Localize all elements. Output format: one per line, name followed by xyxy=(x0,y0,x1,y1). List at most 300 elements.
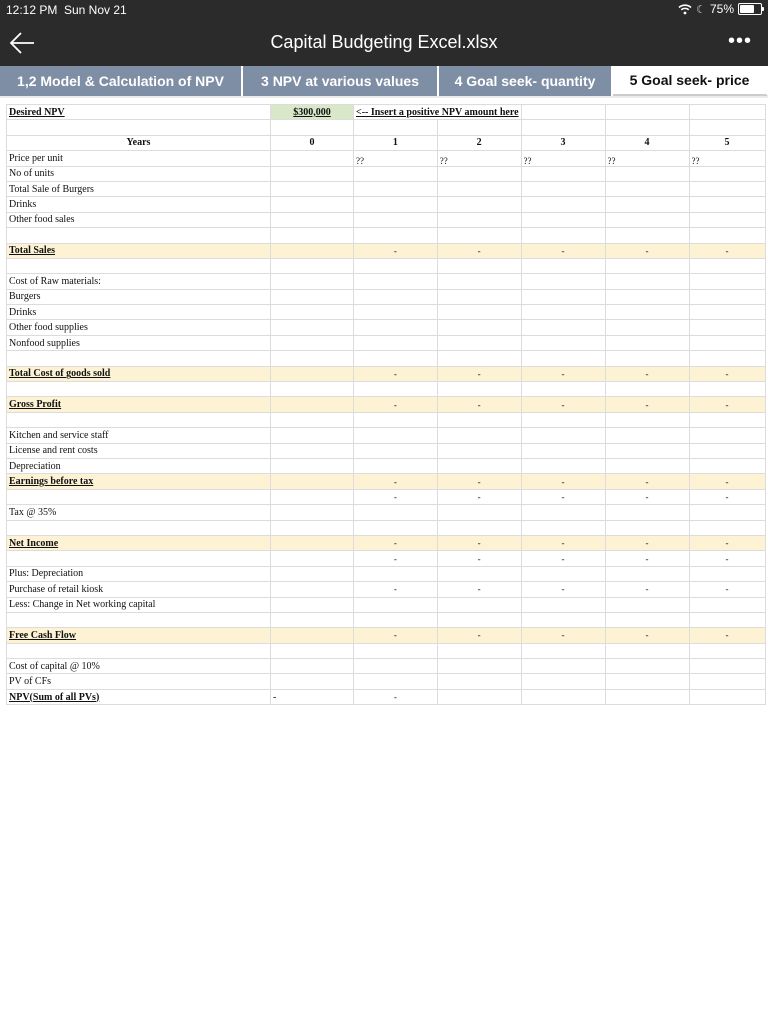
cell[interactable] xyxy=(271,151,354,166)
cell[interactable] xyxy=(689,520,765,535)
cell[interactable] xyxy=(521,412,605,427)
cell[interactable] xyxy=(354,305,438,320)
tab-npv-various-values[interactable]: 3 NPV at various values xyxy=(243,66,439,96)
year-header-3[interactable]: 3 xyxy=(521,135,605,150)
wifi-icon xyxy=(678,3,692,15)
value-cell-y2[interactable]: - xyxy=(437,551,521,566)
value-cell-y5[interactable]: - xyxy=(689,551,765,566)
cell[interactable] xyxy=(689,566,765,581)
value-cell-y3[interactable]: - xyxy=(521,582,605,597)
sheet-tabs xyxy=(0,66,768,98)
value-cell-y2[interactable]: - xyxy=(437,397,521,412)
cell[interactable] xyxy=(437,458,521,473)
cell[interactable] xyxy=(689,105,765,120)
value-cell-y2[interactable]: - xyxy=(437,582,521,597)
cell[interactable] xyxy=(7,489,271,504)
cell[interactable] xyxy=(689,335,765,350)
cell[interactable] xyxy=(605,305,689,320)
cell[interactable] xyxy=(7,258,271,273)
cell[interactable] xyxy=(271,535,354,550)
value-cell-y4[interactable]: - xyxy=(605,551,689,566)
value-cell-y4[interactable]: - xyxy=(605,366,689,381)
price-unknown-y3[interactable]: ?? xyxy=(521,151,605,166)
year-header-2[interactable]: 2 xyxy=(437,135,521,150)
row-label-depreciation[interactable]: Depreciation xyxy=(7,458,271,473)
cell[interactable] xyxy=(521,689,605,704)
value-cell-y3[interactable]: - xyxy=(521,489,605,504)
cell[interactable] xyxy=(437,181,521,196)
cell[interactable] xyxy=(354,659,438,674)
cell[interactable] xyxy=(354,228,438,243)
cell[interactable] xyxy=(605,612,689,627)
cell[interactable] xyxy=(354,258,438,273)
cell[interactable] xyxy=(354,335,438,350)
cell[interactable] xyxy=(437,520,521,535)
cell[interactable] xyxy=(689,674,765,689)
cell[interactable] xyxy=(605,181,689,196)
cell[interactable] xyxy=(521,566,605,581)
sheet-row xyxy=(7,643,766,658)
value-cell-y5[interactable]: - xyxy=(689,582,765,597)
cell[interactable] xyxy=(521,320,605,335)
cell[interactable] xyxy=(521,659,605,674)
cell[interactable] xyxy=(689,612,765,627)
cell[interactable] xyxy=(354,597,438,612)
cell[interactable] xyxy=(7,520,271,535)
cell[interactable] xyxy=(689,505,765,520)
cell[interactable] xyxy=(271,566,354,581)
year-header-5[interactable]: 5 xyxy=(689,135,765,150)
cell[interactable] xyxy=(437,505,521,520)
row-label-license-rent[interactable]: License and rent costs xyxy=(7,443,271,458)
cell[interactable] xyxy=(271,551,354,566)
row-label-plus-depreciation[interactable]: Plus: Depreciation xyxy=(7,566,271,581)
cell[interactable] xyxy=(437,643,521,658)
cell[interactable] xyxy=(605,105,689,120)
cell[interactable] xyxy=(689,166,765,181)
cell[interactable] xyxy=(521,520,605,535)
cell[interactable] xyxy=(271,412,354,427)
row-label-gross-profit[interactable]: Gross Profit xyxy=(7,397,271,412)
cell[interactable] xyxy=(605,274,689,289)
value-cell-y4[interactable]: - xyxy=(605,243,689,258)
cell[interactable] xyxy=(271,397,354,412)
cell[interactable] xyxy=(437,228,521,243)
value-cell-y2[interactable]: - xyxy=(437,243,521,258)
value-cell-y4[interactable]: - xyxy=(605,397,689,412)
cell[interactable] xyxy=(437,412,521,427)
tab-goal-seek-quantity[interactable]: 4 Goal seek- quantity xyxy=(439,66,613,96)
cell[interactable] xyxy=(605,689,689,704)
cell[interactable] xyxy=(521,120,605,135)
cell[interactable] xyxy=(437,382,521,397)
cell[interactable] xyxy=(605,120,689,135)
row-label-tax[interactable]: Tax @ 35% xyxy=(7,505,271,520)
cell[interactable] xyxy=(521,428,605,443)
sheet-row xyxy=(7,305,766,320)
cell[interactable] xyxy=(271,274,354,289)
cell[interactable] xyxy=(354,458,438,473)
cell[interactable] xyxy=(271,612,354,627)
cell[interactable] xyxy=(521,258,605,273)
row-label-cost-of-capital[interactable]: Cost of capital @ 10% xyxy=(7,659,271,674)
value-cell-y1[interactable]: - xyxy=(354,366,438,381)
cell[interactable] xyxy=(689,320,765,335)
status-right xyxy=(678,2,762,16)
cell[interactable] xyxy=(605,197,689,212)
cell[interactable] xyxy=(271,597,354,612)
row-label-pv-cfs[interactable]: PV of CFs xyxy=(7,674,271,689)
row-label-ebt[interactable]: Earnings before tax xyxy=(7,474,271,489)
cell[interactable] xyxy=(354,412,438,427)
value-cell-y1[interactable]: - xyxy=(354,551,438,566)
year-header-0[interactable]: 0 xyxy=(271,135,354,150)
sheet-row xyxy=(7,105,766,120)
cell[interactable] xyxy=(271,289,354,304)
cell[interactable] xyxy=(271,520,354,535)
cell[interactable] xyxy=(7,120,271,135)
value-cell-y2[interactable]: - xyxy=(437,474,521,489)
cell[interactable] xyxy=(271,243,354,258)
cell[interactable] xyxy=(271,458,354,473)
cell[interactable] xyxy=(521,443,605,458)
value-cell-y4[interactable]: - xyxy=(605,489,689,504)
row-label-other-food-sales[interactable]: Other food sales xyxy=(7,212,271,227)
price-unknown-y4[interactable]: ?? xyxy=(605,151,689,166)
value-cell-y2[interactable]: - xyxy=(437,535,521,550)
cell[interactable] xyxy=(605,597,689,612)
cell[interactable] xyxy=(271,674,354,689)
cell[interactable] xyxy=(354,120,438,135)
cell[interactable] xyxy=(605,643,689,658)
cell[interactable] xyxy=(354,289,438,304)
cell[interactable] xyxy=(437,305,521,320)
sheet-row xyxy=(7,197,766,212)
cell[interactable] xyxy=(354,643,438,658)
cell[interactable] xyxy=(271,489,354,504)
cell[interactable] xyxy=(271,166,354,181)
year-header-4[interactable]: 4 xyxy=(605,135,689,150)
sheet-row xyxy=(7,443,766,458)
cell[interactable] xyxy=(354,181,438,196)
value-cell-y1[interactable]: - xyxy=(354,397,438,412)
sheet-row xyxy=(7,428,766,443)
cell[interactable] xyxy=(437,274,521,289)
cell[interactable] xyxy=(437,166,521,181)
price-unknown-y2[interactable]: ?? xyxy=(437,151,521,166)
value-cell-y2[interactable]: - xyxy=(437,489,521,504)
cell[interactable] xyxy=(271,366,354,381)
cell[interactable] xyxy=(689,305,765,320)
value-cell-y5[interactable]: - xyxy=(689,397,765,412)
cell[interactable] xyxy=(7,412,271,427)
cell[interactable] xyxy=(437,320,521,335)
cell[interactable] xyxy=(521,289,605,304)
cell[interactable] xyxy=(689,120,765,135)
value-cell-y1[interactable]: - xyxy=(354,628,438,643)
cell[interactable] xyxy=(605,659,689,674)
cell[interactable] xyxy=(354,274,438,289)
cell[interactable] xyxy=(271,335,354,350)
value-cell-y4[interactable]: - xyxy=(605,474,689,489)
value-cell-y5[interactable]: - xyxy=(689,366,765,381)
row-label-net-income[interactable]: Net Income xyxy=(7,535,271,550)
cell[interactable] xyxy=(521,597,605,612)
cell[interactable] xyxy=(7,551,271,566)
cell[interactable] xyxy=(521,274,605,289)
value-cell-y4[interactable]: - xyxy=(605,628,689,643)
value-cell-y5[interactable]: - xyxy=(689,489,765,504)
cell[interactable] xyxy=(354,320,438,335)
cell[interactable] xyxy=(7,382,271,397)
value-cell-y3[interactable]: - xyxy=(521,628,605,643)
year-header-1[interactable]: 1 xyxy=(354,135,438,150)
row-label-less-nwc[interactable]: Less: Change in Net working capital xyxy=(7,597,271,612)
value-cell-y2[interactable]: - xyxy=(437,366,521,381)
cell[interactable] xyxy=(271,305,354,320)
row-label-kitchen-staff[interactable]: Kitchen and service staff xyxy=(7,428,271,443)
cell[interactable] xyxy=(271,181,354,196)
cell[interactable] xyxy=(7,228,271,243)
cell[interactable] xyxy=(521,105,605,120)
sheet-row xyxy=(7,289,766,304)
row-label-no-of-units[interactable]: No of units xyxy=(7,166,271,181)
row-label-purchase-kiosk[interactable]: Purchase of retail kiosk xyxy=(7,582,271,597)
cell[interactable] xyxy=(437,120,521,135)
cell[interactable] xyxy=(521,643,605,658)
cell[interactable] xyxy=(689,197,765,212)
cell[interactable] xyxy=(437,659,521,674)
cell[interactable] xyxy=(521,458,605,473)
cell[interactable] xyxy=(521,181,605,196)
cell[interactable] xyxy=(605,520,689,535)
cell[interactable] xyxy=(354,520,438,535)
status-time: 12:12 PM xyxy=(6,3,58,17)
cell[interactable] xyxy=(354,212,438,227)
cell[interactable] xyxy=(605,674,689,689)
cell[interactable] xyxy=(437,674,521,689)
row-label-price-per-unit[interactable]: Price per unit xyxy=(7,151,271,166)
cell[interactable] xyxy=(689,212,765,227)
cell[interactable] xyxy=(605,351,689,366)
value-cell-y1[interactable]: - xyxy=(354,489,438,504)
cell[interactable] xyxy=(271,258,354,273)
cell[interactable] xyxy=(605,505,689,520)
tab-goal-seek-price[interactable]: 5 Goal seek- price xyxy=(613,66,768,96)
cell[interactable] xyxy=(437,197,521,212)
cell[interactable] xyxy=(605,335,689,350)
sheet-row xyxy=(7,674,766,689)
cell[interactable] xyxy=(689,412,765,427)
cell[interactable] xyxy=(271,320,354,335)
cell[interactable] xyxy=(354,166,438,181)
value-cell-y1[interactable]: - xyxy=(354,535,438,550)
cell[interactable] xyxy=(271,628,354,643)
row-label-fcf[interactable]: Free Cash Flow xyxy=(7,628,271,643)
cell[interactable] xyxy=(437,566,521,581)
cell[interactable] xyxy=(521,305,605,320)
cell[interactable] xyxy=(271,428,354,443)
cell[interactable] xyxy=(521,197,605,212)
sheet-row xyxy=(7,689,766,704)
cell[interactable] xyxy=(521,505,605,520)
cell[interactable] xyxy=(437,443,521,458)
cell[interactable] xyxy=(605,212,689,227)
cell[interactable] xyxy=(354,351,438,366)
cell[interactable] xyxy=(437,335,521,350)
cell[interactable] xyxy=(437,212,521,227)
cell[interactable] xyxy=(689,274,765,289)
cell[interactable] xyxy=(689,597,765,612)
cell[interactable] xyxy=(437,597,521,612)
cell[interactable] xyxy=(354,197,438,212)
cell[interactable] xyxy=(437,351,521,366)
cell[interactable] xyxy=(521,228,605,243)
sheet-row xyxy=(7,351,766,366)
cell[interactable] xyxy=(437,289,521,304)
row-label-burgers[interactable]: Burgers xyxy=(7,289,271,304)
row-label-cost-raw-materials[interactable]: Cost of Raw materials: xyxy=(7,274,271,289)
cell[interactable] xyxy=(271,474,354,489)
value-cell-y5[interactable]: - xyxy=(689,535,765,550)
cell[interactable] xyxy=(605,458,689,473)
cell[interactable] xyxy=(271,382,354,397)
cell[interactable] xyxy=(437,258,521,273)
value-cell-y1[interactable]: - xyxy=(354,243,438,258)
cell[interactable] xyxy=(689,382,765,397)
value-cell-y3[interactable]: - xyxy=(521,474,605,489)
desired-npv-note[interactable]: <-- Insert a positive NPV amount here xyxy=(354,105,522,120)
moon-icon: ☾ xyxy=(696,3,706,16)
row-label-drinks[interactable]: Drinks xyxy=(7,197,271,212)
cell[interactable] xyxy=(437,612,521,627)
document-title: Capital Budgeting Excel.xlsx xyxy=(270,32,498,52)
cell[interactable] xyxy=(605,566,689,581)
cell[interactable] xyxy=(271,120,354,135)
cell[interactable] xyxy=(689,289,765,304)
cell[interactable] xyxy=(521,382,605,397)
value-cell-y3[interactable]: - xyxy=(521,366,605,381)
row-label-npv-sum[interactable]: NPV(Sum of all PVs) xyxy=(7,689,271,704)
value-cell-y1[interactable]: - xyxy=(354,582,438,597)
cell[interactable] xyxy=(437,689,521,704)
cell[interactable] xyxy=(7,612,271,627)
cell[interactable] xyxy=(521,166,605,181)
cell[interactable] xyxy=(271,582,354,597)
value-cell-y5[interactable]: - xyxy=(689,243,765,258)
value-cell-y4[interactable]: - xyxy=(605,582,689,597)
cell[interactable] xyxy=(605,258,689,273)
cell[interactable] xyxy=(354,382,438,397)
cell[interactable] xyxy=(271,505,354,520)
cell[interactable] xyxy=(521,351,605,366)
npv-value-y0[interactable]: - xyxy=(271,689,354,704)
cell[interactable] xyxy=(354,674,438,689)
price-unknown-y1[interactable]: ?? xyxy=(354,151,438,166)
cell[interactable] xyxy=(689,689,765,704)
cell[interactable] xyxy=(521,212,605,227)
cell[interactable] xyxy=(354,428,438,443)
sheet-row xyxy=(7,151,766,166)
cell[interactable] xyxy=(271,643,354,658)
cell[interactable] xyxy=(605,289,689,304)
cell[interactable] xyxy=(521,612,605,627)
value-cell-y1[interactable]: - xyxy=(354,474,438,489)
more-options-button[interactable]: ••• xyxy=(727,30,752,52)
sheet-row xyxy=(7,366,766,381)
cell[interactable] xyxy=(7,643,271,658)
cell[interactable] xyxy=(271,443,354,458)
cell[interactable] xyxy=(605,382,689,397)
value-cell-y5[interactable]: - xyxy=(689,474,765,489)
sheet-row xyxy=(7,120,766,135)
cell[interactable] xyxy=(437,428,521,443)
cell[interactable] xyxy=(689,428,765,443)
cell[interactable] xyxy=(271,351,354,366)
value-cell-y3[interactable]: - xyxy=(521,243,605,258)
desired-npv-label[interactable]: Desired NPV xyxy=(7,105,271,120)
cell[interactable] xyxy=(605,443,689,458)
row-label-total-sales[interactable]: Total Sales xyxy=(7,243,271,258)
cell[interactable] xyxy=(689,443,765,458)
value-cell-y3[interactable]: - xyxy=(521,551,605,566)
row-label-total-cogs[interactable]: Total Cost of goods sold xyxy=(7,366,271,381)
value-cell-y5[interactable]: - xyxy=(689,628,765,643)
cell[interactable] xyxy=(354,443,438,458)
cell[interactable] xyxy=(689,351,765,366)
cell[interactable] xyxy=(689,458,765,473)
row-label-total-sale-burgers[interactable]: Total Sale of Burgers xyxy=(7,181,271,196)
sheet-row xyxy=(7,212,766,227)
row-label-nonfood-supplies[interactable]: Nonfood supplies xyxy=(7,335,271,350)
cell[interactable] xyxy=(605,428,689,443)
row-label-drinks-cost[interactable]: Drinks xyxy=(7,305,271,320)
years-label[interactable]: Years xyxy=(7,135,271,150)
cell[interactable] xyxy=(689,228,765,243)
row-label-other-food-supplies[interactable]: Other food supplies xyxy=(7,320,271,335)
price-unknown-y5[interactable]: ?? xyxy=(689,151,765,166)
cell[interactable] xyxy=(271,659,354,674)
value-cell-y4[interactable]: - xyxy=(605,535,689,550)
value-cell-y3[interactable]: - xyxy=(521,397,605,412)
cell[interactable] xyxy=(689,659,765,674)
cell[interactable] xyxy=(689,643,765,658)
cell[interactable] xyxy=(271,228,354,243)
sheet-row xyxy=(7,489,766,504)
cell[interactable] xyxy=(354,612,438,627)
tab-model-calculation-npv[interactable]: 1,2 Model & Calculation of NPV xyxy=(0,66,243,96)
value-cell-y3[interactable]: - xyxy=(521,535,605,550)
sheet-row xyxy=(7,335,766,350)
cell[interactable] xyxy=(521,674,605,689)
cell[interactable] xyxy=(689,181,765,196)
cell[interactable] xyxy=(354,566,438,581)
cell[interactable] xyxy=(271,197,354,212)
cell[interactable] xyxy=(271,212,354,227)
cell[interactable] xyxy=(7,351,271,366)
cell[interactable] xyxy=(605,412,689,427)
npv-value-y1[interactable]: - xyxy=(354,689,438,704)
cell[interactable] xyxy=(354,505,438,520)
cell[interactable] xyxy=(521,335,605,350)
cell[interactable] xyxy=(605,166,689,181)
desired-npv-value[interactable]: $300,000 xyxy=(271,105,354,120)
cell[interactable] xyxy=(605,320,689,335)
sheet-row xyxy=(7,597,766,612)
cell[interactable] xyxy=(689,258,765,273)
value-cell-y2[interactable]: - xyxy=(437,628,521,643)
cell[interactable] xyxy=(605,228,689,243)
